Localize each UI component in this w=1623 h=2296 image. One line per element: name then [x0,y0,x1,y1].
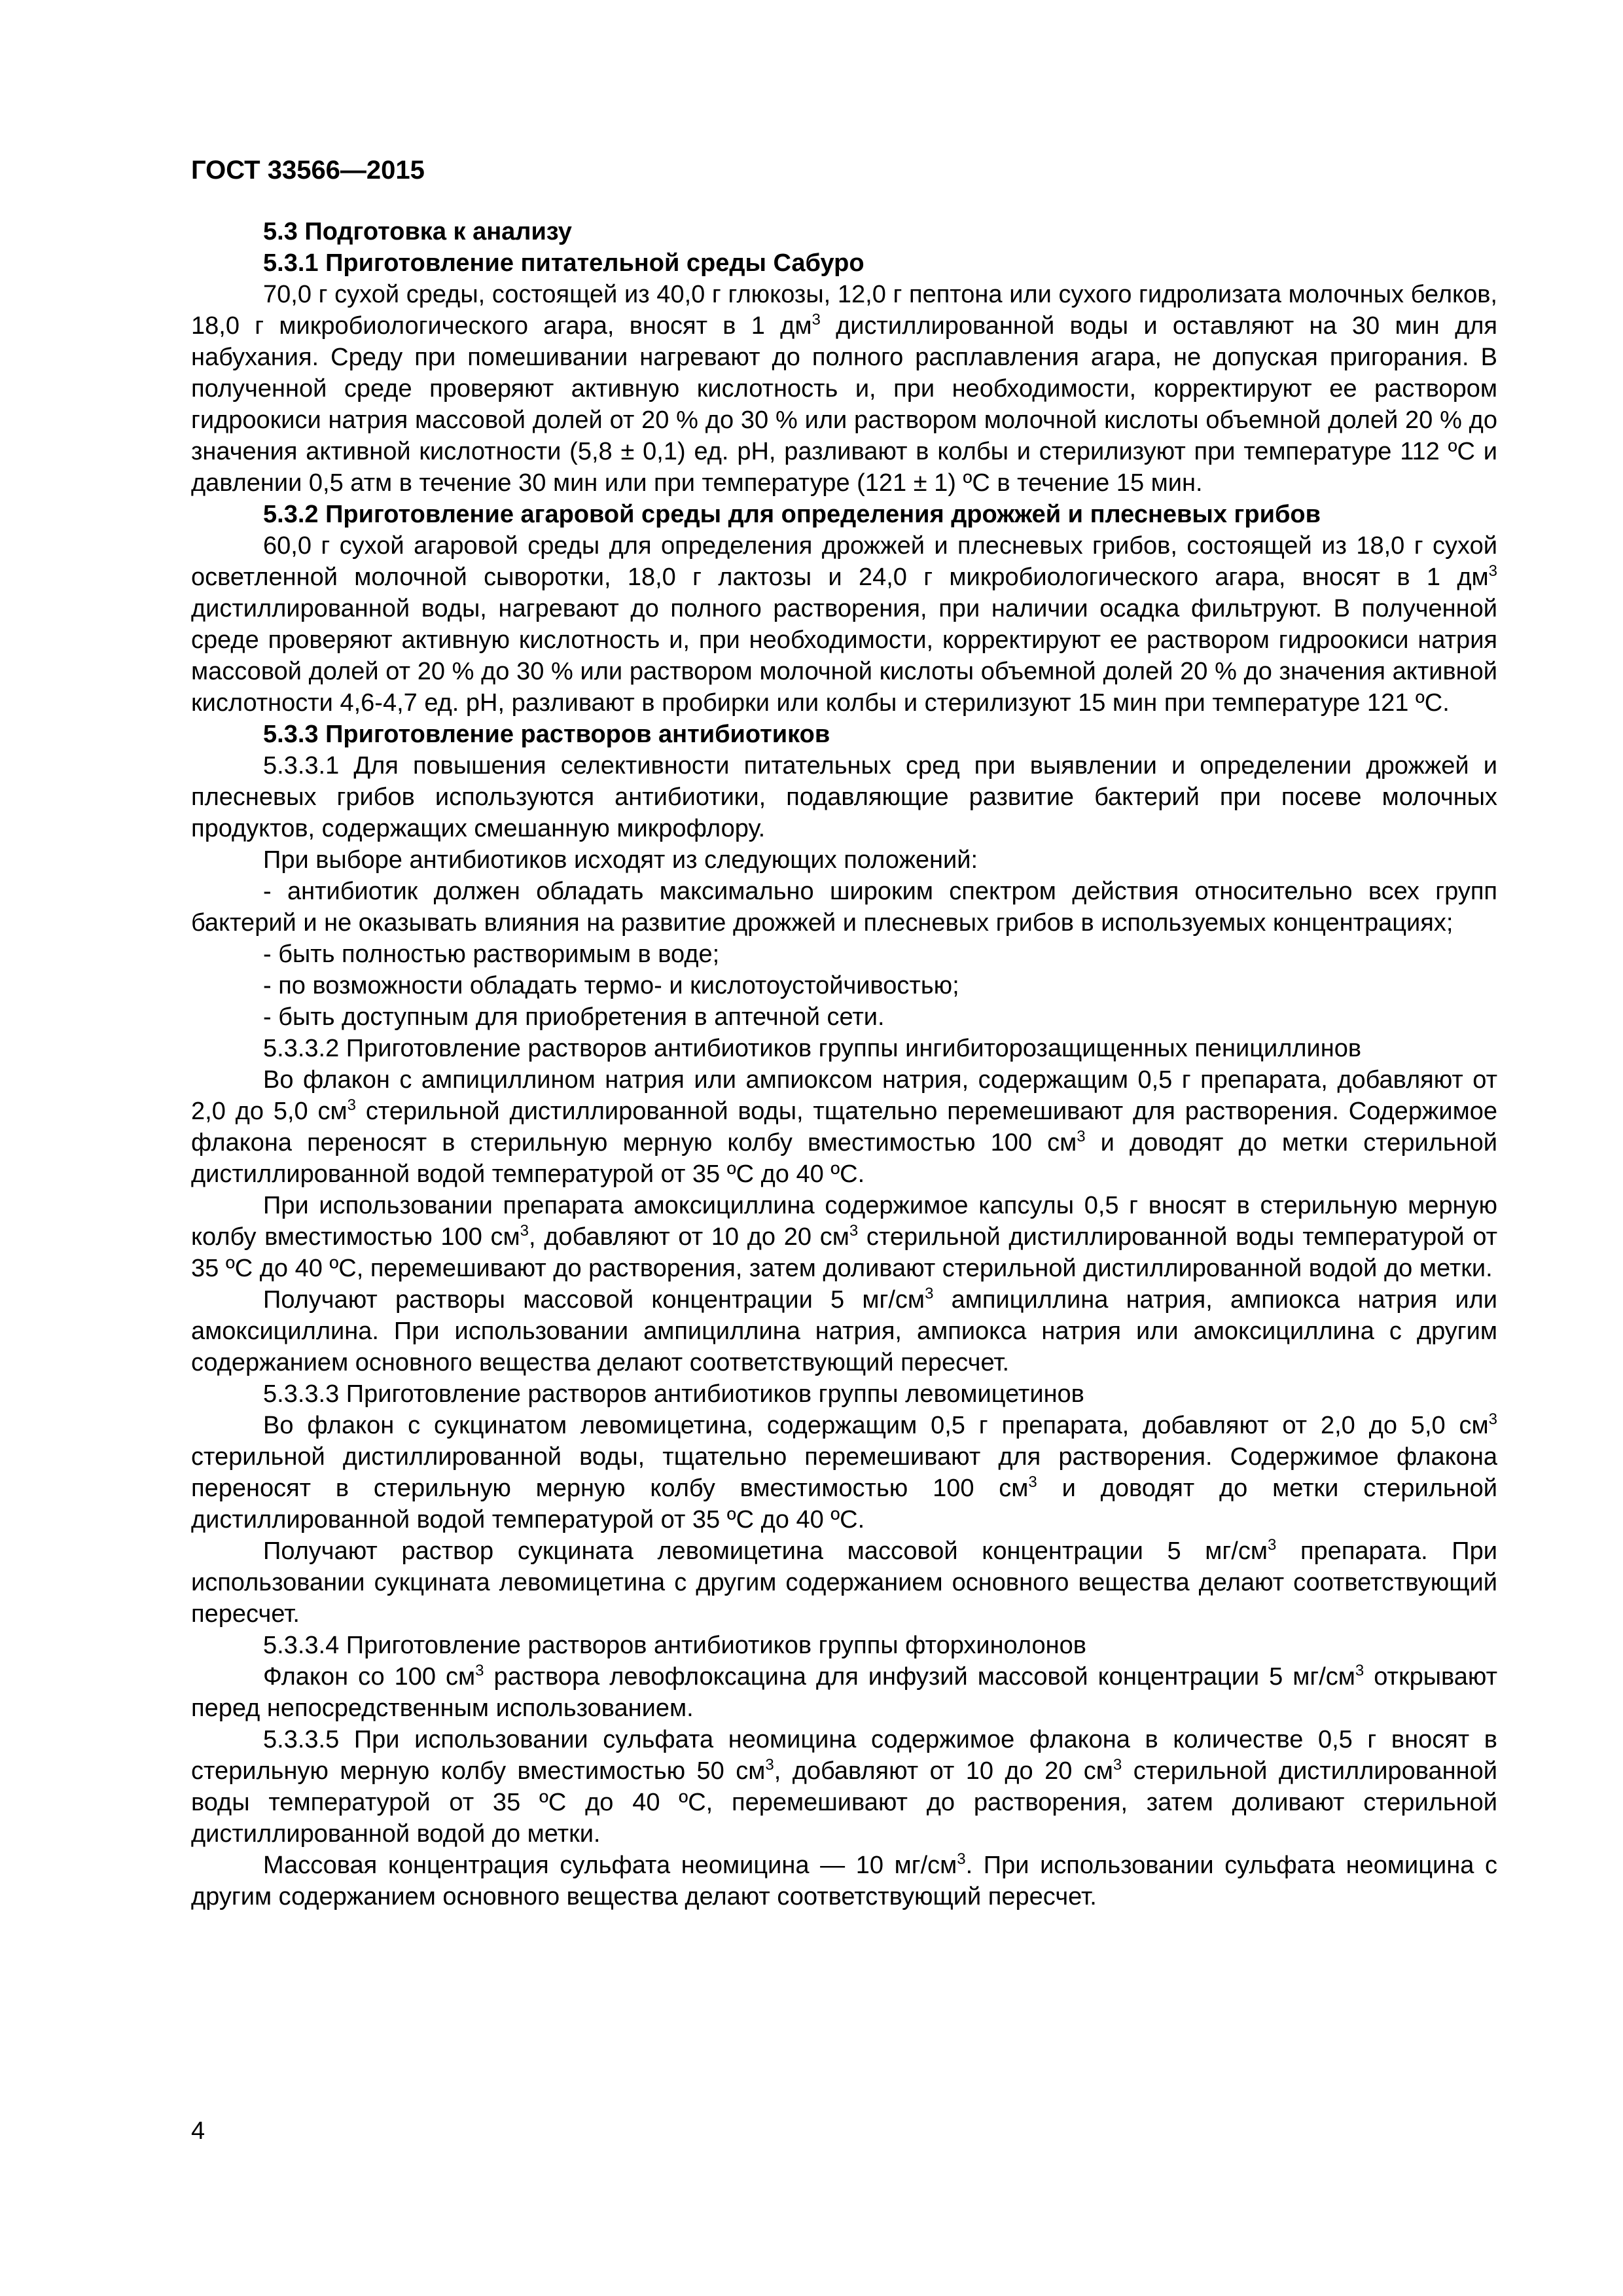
paragraph-text: Флакон со 100 см [263,1663,476,1691]
body-paragraph [191,844,1497,876]
superscript: 3 [1113,1756,1122,1774]
paragraph-text: - по возможности обладать термо- и кислотоустойчивостью; [263,972,959,999]
paragraph-text: 60,0 г сухой агаровой среды для определения дрожжей и плесневых грибов, состоящей из 18,0 г сухой осветленной молочной сыворотки, 18,0 г лактозы и 24,0 г микробиологического агара, вносят в 1 дм [191,532,1497,591]
body-paragraph [191,1535,1497,1630]
superscript: 3 [1077,1128,1086,1145]
superscript: 3 [1355,1662,1364,1679]
document-header: ГОСТ 33566—2015 [191,156,425,185]
section-heading [191,216,1497,247]
paragraph-text: Во флакон с сукцинатом левомицетина, содержащим 0,5 г препарата, добавляют от 2,0 до 5,0 см [263,1412,1489,1439]
paragraph-text: препарата. При использовании сукцината левомицетина с другим содержанием основного вещества делают соответствующий пересчет. [191,1537,1497,1628]
paragraph-text: дистиллированной воды, нагревают до полного растворения, при наличии осадка фильтруют. В полученной среде проверяют активную кислотность и, при необходимости, корректируют ее раствором гидроокиси натрия массовой долей от 20 % до 30 % или раствором молочной кислоты объемной долей 20 % до значения активной кислотности 4,6-4,7 ед. рН, разливают в пробирки или колбы и стерилизуют 15 мин при температуре 121 ºС. [191,595,1497,717]
paragraph-text: 5.3.2 Приготовление агаровой среды для определения дрожжей и плесневых грибов [263,501,1321,528]
body-paragraph [191,750,1497,844]
paragraph-text: 5.3.3.2 Приготовление растворов антибиотиков группы ингибиторозащищенных пенициллинов [263,1035,1362,1062]
paragraph-text: 5.3.3.5 При использовании сульфата неомицина содержимое флакона в количестве 0,5 г вносят в стерильную мерную колбу вместимостью 50 см [191,1726,1497,1785]
superscript: 3 [812,311,821,329]
superscript: 3 [475,1662,484,1679]
body-paragraph [191,1284,1497,1378]
body-paragraph [191,1378,1497,1410]
paragraph-text: дистиллированной воды и оставляют на 30 мин для набухания. Среду при помешивании нагревают до полного расплавления агара, не допуская пригорания. В полученной среде проверяют активную кислотность и, при необходимости, корректируют ее раствором гидроокиси натрия массовой долей от 20 % до 30 % или раствором молочной кислоты объемной долей 20 % до значения активной кислотности (5,8 ± 0,1) ед. рН, разливают в колбы и стерилизуют при температуре 112 ºС и давлении 0,5 атм в течение 30 мин или при температуре (121 ± 1) ºС в течение 15 мин. [191,312,1497,497]
body-paragraph [191,1033,1497,1064]
section-heading [191,247,1497,279]
superscript: 3 [1488,1410,1497,1428]
paragraph-text: При использовании препарата амоксициллина содержимое капсулы 0,5 г вносят в стерильную мерную колбу вместимостью 100 см [191,1192,1497,1251]
paragraph-text: открывают перед непосредственным использованием. [191,1663,1497,1722]
superscript: 3 [1028,1473,1037,1491]
paragraph-text: Получают раствор сукцината левомицетина массовой концентрации 5 мг/см [263,1537,1268,1565]
paragraph-text: 5.3.1 Приготовление питательной среды Сабуро [263,249,865,277]
paragraph-text: 5.3.3.1 Для повышения селективности питательных сред при выявлении и определении дрожжей и плесневых грибов используются антибиотики, подавляющие развитие бактерий при посеве молочных продуктов, содержащих смешанную микрофлору. [191,752,1497,842]
paragraph-text: - быть полностью растворимым в воде; [263,941,720,968]
paragraph-text: и доводят до метки стерильной дистиллированной водой температурой от 35 ºС до 40 ºС. [191,1475,1497,1534]
paragraph-text: При выборе антибиотиков исходят из следующих положений: [263,846,978,874]
paragraph-text: - антибиотик должен обладать максимально широким спектром действия относительно всех групп бактерий и не оказывать влияния на развитие дрожжей и плесневых грибов в используемых концентрациях; [191,878,1497,937]
paragraph-text: стерильной дистиллированной воды, тщательно перемешивают для растворения. Содержимое флакона переносят в стерильную мерную колбу вместимостью 100 см [191,1443,1497,1502]
paragraph-text: стерильной дистиллированной воды температурой от 35 ºС до 40 ºС, перемешивают до растворения, затем доливают стерильной дистиллированной водой до метки. [191,1757,1497,1848]
body-paragraph [191,970,1497,1001]
page-number: 4 [191,2117,205,2145]
paragraph-text: - быть доступным для приобретения в аптечной сети. [263,1003,885,1031]
body-paragraph [191,1850,1497,1912]
paragraph-text: ампициллина натрия, ампиокса натрия или амоксициллина. При использовании ампициллина натрия, ампиокса натрия или амоксициллина с другим содержанием основного вещества делают соответствующий пересчет. [191,1286,1497,1376]
body-paragraph [191,1064,1497,1190]
superscript: 3 [925,1285,934,1302]
superscript: 3 [520,1222,529,1240]
superscript: 3 [1488,562,1497,580]
superscript: 3 [765,1756,774,1774]
body-paragraph [191,530,1497,719]
paragraph-text: , добавляют от 10 до 20 см [774,1757,1113,1785]
paragraph-text: 5.3.3.3 Приготовление растворов антибиотиков группы левомицетинов [263,1380,1084,1408]
body-paragraph [191,939,1497,970]
paragraph-text: 5.3.3.4 Приготовление растворов антибиотиков группы фторхинолонов [263,1632,1086,1659]
document-body [191,216,1497,1912]
body-paragraph [191,1001,1497,1033]
body-paragraph [191,876,1497,939]
section-heading [191,499,1497,530]
paragraph-text: 5.3 Подготовка к анализу [263,218,572,245]
paragraph-text: и доводят до метки стерильной дистиллированной водой температурой от 35 ºС до 40 ºС. [191,1129,1497,1188]
paragraph-text: стерильной дистиллированной воды температурой от 35 ºС до 40 ºС, перемешивают до растворения, затем доливают стерильной дистиллированной водой до метки. [191,1223,1498,1282]
paragraph-text: стерильной дистиллированной воды, тщательно перемешивают для растворения. Содержимое флакона переносят в стерильную мерную колбу вместимостью 100 см [191,1098,1497,1157]
body-paragraph [191,1410,1497,1535]
paragraph-text: Массовая концентрация сульфата неомицина — 10 мг/см [263,1852,957,1879]
paragraph-text: . При использовании сульфата неомицина с другим содержанием основного вещества делают соответствующий пересчет. [191,1852,1497,1910]
paragraph-text: , добавляют от 10 до 20 см [529,1223,849,1251]
section-heading [191,719,1497,750]
paragraph-text: раствора левофлоксацина для инфузий массовой концентрации 5 мг/см [484,1663,1355,1691]
paragraph-text: Во флакон с ампициллином натрия или ампиоксом натрия, содержащим 0,5 г препарата, добавляют от 2,0 до 5,0 см [191,1066,1497,1125]
paragraph-text: Получают растворы массовой концентрации 5 мг/см [263,1286,925,1314]
superscript: 3 [849,1222,859,1240]
body-paragraph [191,279,1497,499]
superscript: 3 [1267,1536,1277,1554]
body-paragraph [191,1630,1497,1661]
superscript: 3 [347,1096,357,1114]
superscript: 3 [957,1850,966,1868]
body-paragraph [191,1724,1497,1850]
body-paragraph [191,1661,1497,1724]
paragraph-text: 70,0 г сухой среды, состоящей из 40,0 г глюкозы, 12,0 г пептона или сухого гидролизата молочных белков, 18,0 г микробиологического агара, вносят в 1 дм [191,281,1497,340]
body-paragraph [191,1190,1497,1284]
paragraph-text: 5.3.3 Приготовление растворов антибиотиков [263,721,830,748]
